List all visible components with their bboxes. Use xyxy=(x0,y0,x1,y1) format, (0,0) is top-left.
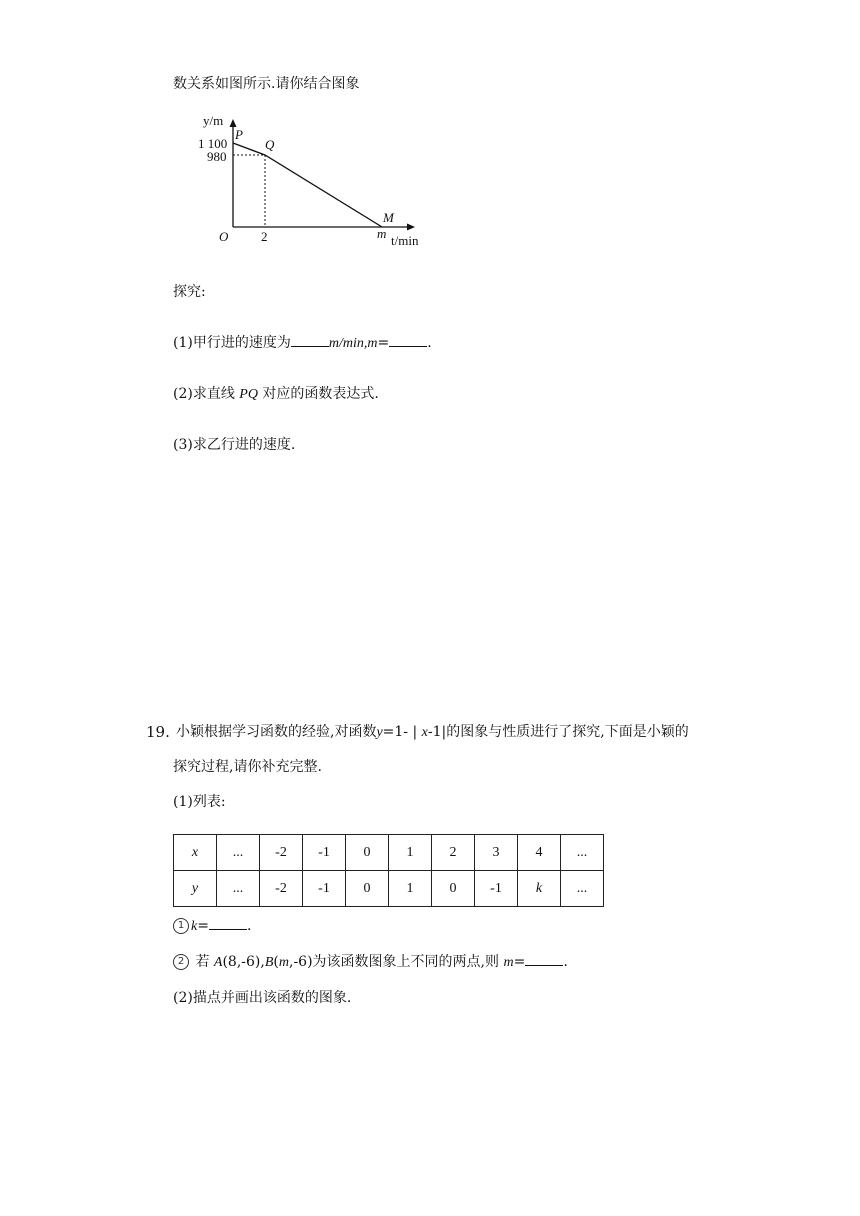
table-cell: 1 xyxy=(389,835,432,871)
question-1-text: (1)甲行进的速度为 xyxy=(173,335,291,351)
problem-19-line-1 xyxy=(176,722,689,743)
point-p-label: P xyxy=(235,127,243,142)
equals-sign: = xyxy=(513,954,526,970)
table-cell: ... xyxy=(217,871,260,907)
var-m: m xyxy=(503,955,514,970)
table-cell: 1 xyxy=(389,871,432,907)
sub-question-2 xyxy=(173,952,568,973)
point-m-label: M xyxy=(383,210,394,225)
period: . xyxy=(246,918,252,934)
var-a: A xyxy=(213,955,223,970)
table-cell: -1 xyxy=(303,835,346,871)
answer-blank[interactable] xyxy=(525,953,563,966)
answer-blank[interactable] xyxy=(209,917,247,930)
x-axis-arrow-icon xyxy=(407,224,415,231)
answer-blank[interactable] xyxy=(291,334,329,347)
unit-text: m/min, xyxy=(328,336,368,351)
problem-19-line-2: 探究过程,请你补充完整. xyxy=(173,759,322,775)
draw-instruction: (2)描点并画出该函数的图象. xyxy=(173,990,352,1006)
sub-question-1 xyxy=(173,916,251,937)
var-k: k xyxy=(191,919,198,934)
table-row xyxy=(174,871,604,907)
equals-sign: = xyxy=(197,918,209,934)
table-row xyxy=(174,835,604,871)
values-table xyxy=(173,834,604,907)
var-m: m xyxy=(278,955,289,970)
sub-2-text-b: (8,-6), xyxy=(222,954,265,970)
table-cell: x xyxy=(174,835,217,871)
tick-980: 980 xyxy=(207,149,227,164)
tick-1100: 1 100 xyxy=(198,136,228,151)
table-cell: k xyxy=(518,871,561,907)
problem-text-c: -1|的图象与性质进行了探究,下面是小颖的 xyxy=(427,724,689,740)
var-y: y xyxy=(376,725,383,740)
table-cell: 0 xyxy=(346,871,389,907)
table-cell: 3 xyxy=(475,835,518,871)
table-cell: y xyxy=(174,871,217,907)
table-cell: ... xyxy=(217,835,260,871)
tick-2: 2 xyxy=(261,229,268,244)
intro-text: 数关系如图所示.请你结合图象 xyxy=(173,76,360,92)
period: . xyxy=(563,954,568,970)
x-axis-label: t/min xyxy=(391,233,419,248)
tick-m: m xyxy=(377,226,387,241)
table-cell: 2 xyxy=(432,835,475,871)
origin-label: O xyxy=(219,229,229,244)
equals-sign: = xyxy=(377,335,390,351)
question-1 xyxy=(173,333,432,354)
problem-text-a: 小颖根据学习函数的经验,对函数 xyxy=(176,724,377,740)
sub-2-text-d: ,-6)为该函数图象上不同的两点,则 xyxy=(289,954,504,970)
table-cell: ... xyxy=(561,871,604,907)
question-3: (3)求乙行进的速度. xyxy=(173,437,296,453)
point-q-label: Q xyxy=(265,137,275,152)
var-m: m xyxy=(367,336,378,351)
table-cell: -2 xyxy=(260,835,303,871)
problem-text-b: =1- | xyxy=(382,724,422,740)
sub-2-text-c: ( xyxy=(273,954,279,970)
line-pqm xyxy=(233,143,382,227)
table-cell: -1 xyxy=(303,871,346,907)
table-cell: 0 xyxy=(432,871,475,907)
var-x: x xyxy=(421,725,428,740)
distance-time-graph xyxy=(195,105,435,255)
question-2-text-b: 对应的函数表达式. xyxy=(257,386,379,402)
sub-2-text-a: 若 xyxy=(191,954,214,970)
table-cell: 4 xyxy=(518,835,561,871)
list-label: (1)列表: xyxy=(173,794,226,810)
var-pq: PQ xyxy=(239,387,258,402)
table-cell: 0 xyxy=(346,835,389,871)
problem-number: 19. xyxy=(146,723,170,741)
circled-number-icon: 2 xyxy=(173,954,189,970)
y-axis-label: y/m xyxy=(203,113,224,128)
period: . xyxy=(427,335,432,351)
question-2-text-a: (2)求直线 xyxy=(173,386,240,402)
answer-blank[interactable] xyxy=(389,334,427,347)
table-cell: ... xyxy=(561,835,604,871)
question-2 xyxy=(173,384,379,405)
explore-label: 探究: xyxy=(173,284,206,300)
var-b: B xyxy=(264,955,274,970)
table-cell: -2 xyxy=(260,871,303,907)
y-axis-arrow-icon xyxy=(230,119,237,127)
circled-number-icon: 1 xyxy=(173,918,189,934)
table-cell: -1 xyxy=(475,871,518,907)
